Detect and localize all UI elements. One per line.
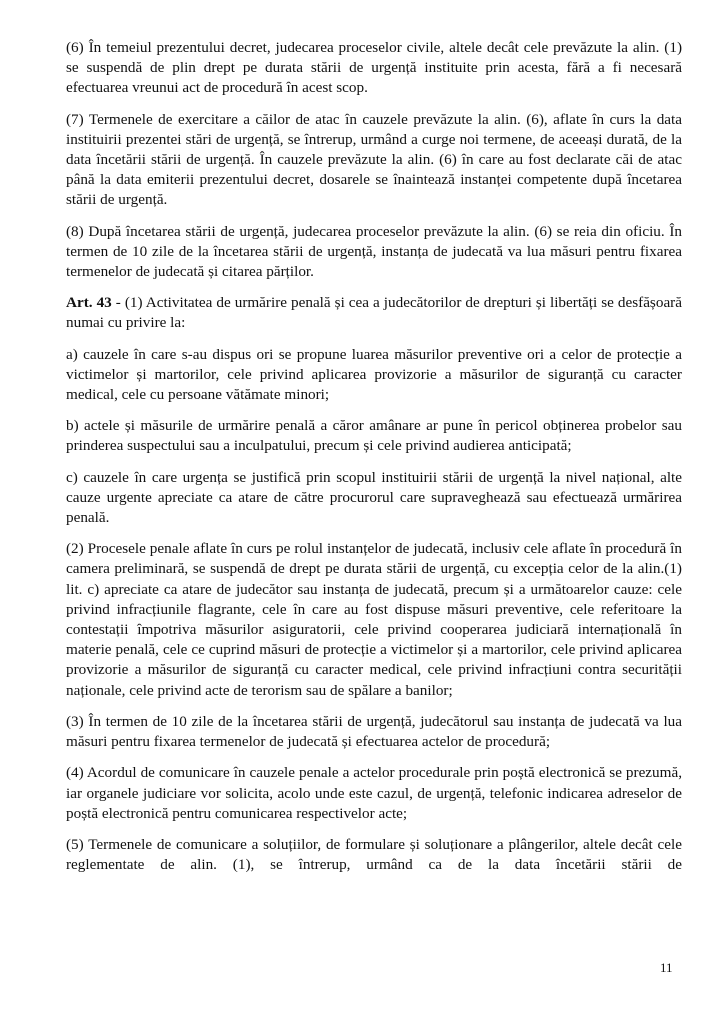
article-label: Art. 43 [66,294,112,312]
document-page [66,38,682,886]
article-43-paragraph-1 [66,293,682,333]
article-43-paragraph-5: (5) Termenele de comunicare a soluțiilor, de formulare și soluționare a plângerilor, altele decât cele reglementate de alin. (1), se întrerup, urmând ca de la data încetării stării de [66,835,682,874]
paragraph-6: (6) În temeiul prezentului decret, judecarea proceselor civile, altele decât cele prevăzute la alin. (1) se suspendă de plin drept pe durata stării de urgență instituite prin acesta, fără a fi necesară efectuarea vreunui act de procedură în acest scop. [66,39,682,97]
article-43-letter-b: b) actele și măsurile de urmărire penală a căror amânare ar pune în pericol obținerea probelor sau prinderea suspectului sau a inculpatului, precum și cele privind audierea anticipată; [66,417,682,455]
article-43-paragraph-4: (4) Acordul de comunicare în cauzele penale a actelor procedurale prin poștă electronică se prezumă, iar organele judiciare vor solicita, acolo unde este cazul, de urgență, telefonic indicarea adreselor de poștă electronică pentru comunicarea respectivelor acte; [66,764,682,822]
paragraph-8: (8) După încetarea stării de urgență, judecarea proceselor prevăzute la alin. (6) se reia din oficiu. În termen de 10 zile de la încetarea stării de urgență, instanța de judecată va lua măsuri pentru fixarea termenelor de judecată și citarea părților. [66,222,682,281]
article-43-intro-text: - (1) Activitatea de urmărire penală și cea a judecătorilor de drepturi și libertăți se desfășoară numai cu privire la: [66,294,682,332]
paragraph-7: (7) Termenele de exercitare a căilor de atac în cauzele prevăzute la alin. (6), aflate în curs la data instituirii prezentei stări de urgență, se întrerup, urmând a curge noi termene, de aceeași durată, de la data încetării stării de urgență. În cauzele prevăzute la alin. (6) în care au fost declarate căi de atac până la data emiterii prezentului decret, dosarele se înaintează instanței competente după încetarea stării de urgență. [66,110,682,209]
article-43-letter-c: c) cauzele în care urgența se justifică prin scopul instituirii stării de urgență la nivel național, alte cauze urgente apreciate ca atare de către procurorul care supraveghează sau efectuează urmărirea penală. [66,468,682,527]
article-43-paragraph-2: (2) Procesele penale aflate în curs pe rolul instanțelor de judecată, inclusiv cele aflate în procedură în camera preliminară, se suspendă de drept pe durata stării de urgență, cu excepția celor de la alin.(1) lit. c) apreciate ca atare de judecător sau instanța de judecată, precum și a următoarelor cauze: cele privind infracțiunile flagrante, cele în care au fost dispuse măsuri preventive, cele referitoare la contestații împotriva măsurilor asiguratorii, cele privind cooperarea judiciară internațională în materie penală, cele ce cuprind măsuri de protecție a victimelor și a martorilor, cele privind aplicarea provizorie a măsurilor de siguranță cu caracter medical, cele privind infracțiuni contra securității naționale, cele privind acte de terorism sau de spălare a banilor; [66,540,682,699]
article-43-letter-a: a) cauzele în care s-au dispus ori se propune luarea măsurilor preventive ori a celor de protecție a victimelor și martorilor, cele privind aplicarea provizorie a măsurilor de siguranță cu caracter medical, cele cu persoane vătămate minori; [66,345,682,404]
page-number: 11 [660,960,673,975]
article-43-paragraph-3: (3) În termen de 10 zile de la încetarea stării de urgență, judecătorul sau instanța de judecată va lua măsuri pentru fixarea termenelor de judecată și efectuarea actelor de procedură; [66,712,682,751]
